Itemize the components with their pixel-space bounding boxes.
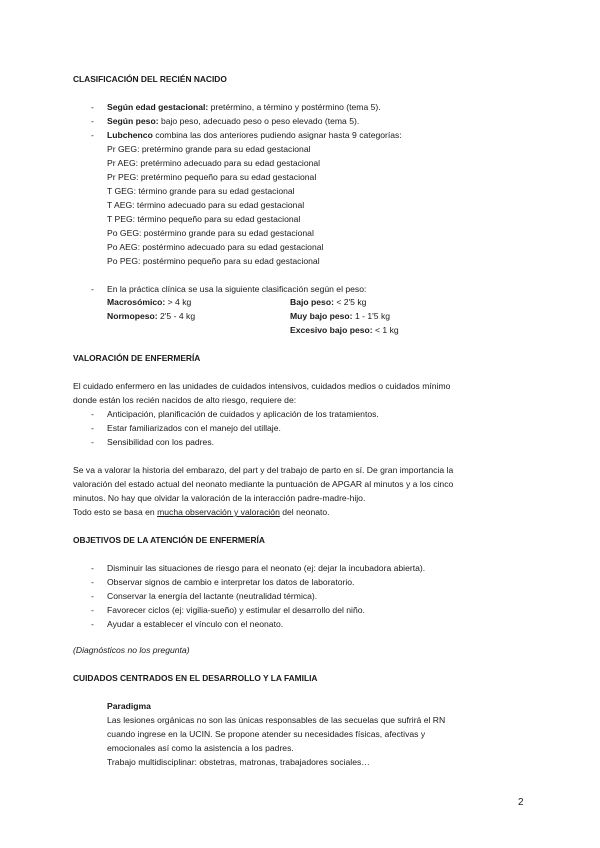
list-item: Ayudar a establecer el vínculo con el neonato. <box>107 619 284 629</box>
item-bold: Lubchenco <box>107 130 153 140</box>
list-item <box>107 100 381 114</box>
bullet-dash: - <box>91 577 94 587</box>
weight-bajo <box>290 295 366 309</box>
list-item: Anticipación, planificación de cuidados y aplicación de los tratamientos. <box>107 409 379 419</box>
paragraph-line: Las lesiones orgánicas no son las únicas responsables de las secuelas que sufrirá el RN <box>107 715 446 725</box>
category-item: T GEG: término grande para su edad gestacional <box>107 186 295 196</box>
text-run: del neonato. <box>279 507 330 517</box>
text-run: Todo esto se basa en <box>73 507 158 517</box>
bullet-dash: - <box>91 591 94 601</box>
paragraph-line <box>73 505 330 519</box>
list-item: Sensibilidad con los padres. <box>107 437 215 447</box>
item-text: pretérmino, a término y postérmino (tema 5). <box>208 102 381 112</box>
paragraph-line: Trabajo multidisciplinar: obstetras, matronas, trabajadores sociales… <box>107 757 370 767</box>
paragraph-line: minutos. No hay que olvidar la valoración de la interacción padre-madre-hijo. <box>73 493 366 503</box>
item-bold: Según edad gestacional: <box>107 102 209 112</box>
bullet-dash: - <box>91 605 94 615</box>
paragraph-line: Se va a valorar la historia del embarazo, del part y del trabajo de parto en sí. De gran importancia la <box>73 465 454 475</box>
paragraph-line: donde están los recién nacidos de alto riesgo, requiere de: <box>73 395 297 405</box>
weight-label: Excesivo bajo peso: <box>290 325 373 335</box>
weight-macrosomico <box>107 295 191 309</box>
note: (Diagnósticos no los pregunta) <box>73 645 190 655</box>
weight-muy-bajo <box>290 309 390 323</box>
list-item: Estar familiarizados con el manejo del utillaje. <box>107 423 281 433</box>
bullet-dash: - <box>91 102 94 112</box>
bullet-dash: - <box>91 423 94 433</box>
weight-value: < 2'5 kg <box>333 297 367 307</box>
section-heading-objetivos: OBJETIVOS DE LA ATENCIÓN DE ENFERMERÍA <box>73 535 265 545</box>
section-heading-cuidados: CUIDADOS CENTRADOS EN EL DESARROLLO Y LA FAMILIA <box>73 673 318 683</box>
bullet-dash: - <box>91 563 94 573</box>
weight-value: 1 - 1'5 kg <box>352 311 391 321</box>
category-item: T AEG: término adecuado para su edad gestacional <box>107 200 305 210</box>
bullet-dash: - <box>91 437 94 447</box>
bullet-dash: - <box>91 284 94 294</box>
list-item: Disminuir las situaciones de riesgo para el neonato (ej: dejar la incubadora abierta). <box>107 563 426 573</box>
subheading-paradigma: Paradigma <box>107 701 151 711</box>
weight-label: Bajo peso: <box>290 297 334 307</box>
weight-label: Macrosómico: <box>107 297 166 307</box>
item-text: bajo peso, adecuado peso o peso elevado (tema 5). <box>158 116 360 126</box>
weight-label: Normopeso: <box>107 311 158 321</box>
list-item: Observar signos de cambio e interpretar los datos de laboratorio. <box>107 577 355 587</box>
section-heading-clasificacion: CLASIFICACIÓN DEL RECIÉN NACIDO <box>73 74 227 84</box>
category-item: Pr AEG: pretérmino adecuado para su edad gestacional <box>107 158 321 168</box>
list-item <box>107 114 359 128</box>
practice-intro: En la práctica clínica se usa la siguiente clasificación según el peso: <box>107 284 367 294</box>
bullet-dash: - <box>91 619 94 629</box>
paragraph-line: cuando ingrese en la UCIN. Se propone atender su necesidades físicas, afectivas y <box>107 729 426 739</box>
weight-excesivo <box>290 323 399 337</box>
list-item <box>107 128 402 142</box>
list-item: Favorecer ciclos (ej: vigilia-sueño) y estimular el desarrollo del niño. <box>107 605 365 615</box>
category-item: Pr GEG: pretérmino grande para su edad gestacional <box>107 144 311 154</box>
weight-normopeso <box>107 309 195 323</box>
category-item: Pr PEG: pretérmino pequeño para su edad gestacional <box>107 172 317 182</box>
page-number: 2 <box>518 797 524 808</box>
category-item: Po PEG: postérmino pequeño para su edad gestacional <box>107 256 320 266</box>
list-item: Conservar la energía del lactante (neutralidad térmica). <box>107 591 318 601</box>
bullet-dash: - <box>91 409 94 419</box>
underlined-text: mucha observación y valoración <box>157 507 280 517</box>
weight-value: < 1 kg <box>372 325 399 335</box>
item-text: combina las dos anteriores pudiendo asignar hasta 9 categorías: <box>152 130 402 140</box>
bullet-dash: - <box>91 116 94 126</box>
category-item: T PEG: término pequeño para su edad gestacional <box>107 214 301 224</box>
paragraph-line: valoración del estado actual del neonato mediante la puntuación de APGAR al minutos y a los cinco <box>73 479 454 489</box>
category-item: Po GEG: postérmino grande para su edad gestacional <box>107 228 314 238</box>
section-heading-valoracion: VALORACIÓN DE ENFERMERÍA <box>73 353 201 363</box>
weight-value: 2'5 - 4 kg <box>157 311 196 321</box>
bullet-dash: - <box>91 130 94 140</box>
paragraph-line: emocionales así como la asistencia a los padres. <box>107 743 294 753</box>
weight-label: Muy bajo peso: <box>290 311 353 321</box>
paragraph-line: El cuidado enfermero en las unidades de cuidados intensivos, cuidados medios o cuidados mínimo <box>73 381 451 391</box>
weight-value: > 4 kg <box>165 297 192 307</box>
category-item: Po AEG: postérmino adecuado para su edad gestacional <box>107 242 324 252</box>
item-bold: Según peso: <box>107 116 159 126</box>
